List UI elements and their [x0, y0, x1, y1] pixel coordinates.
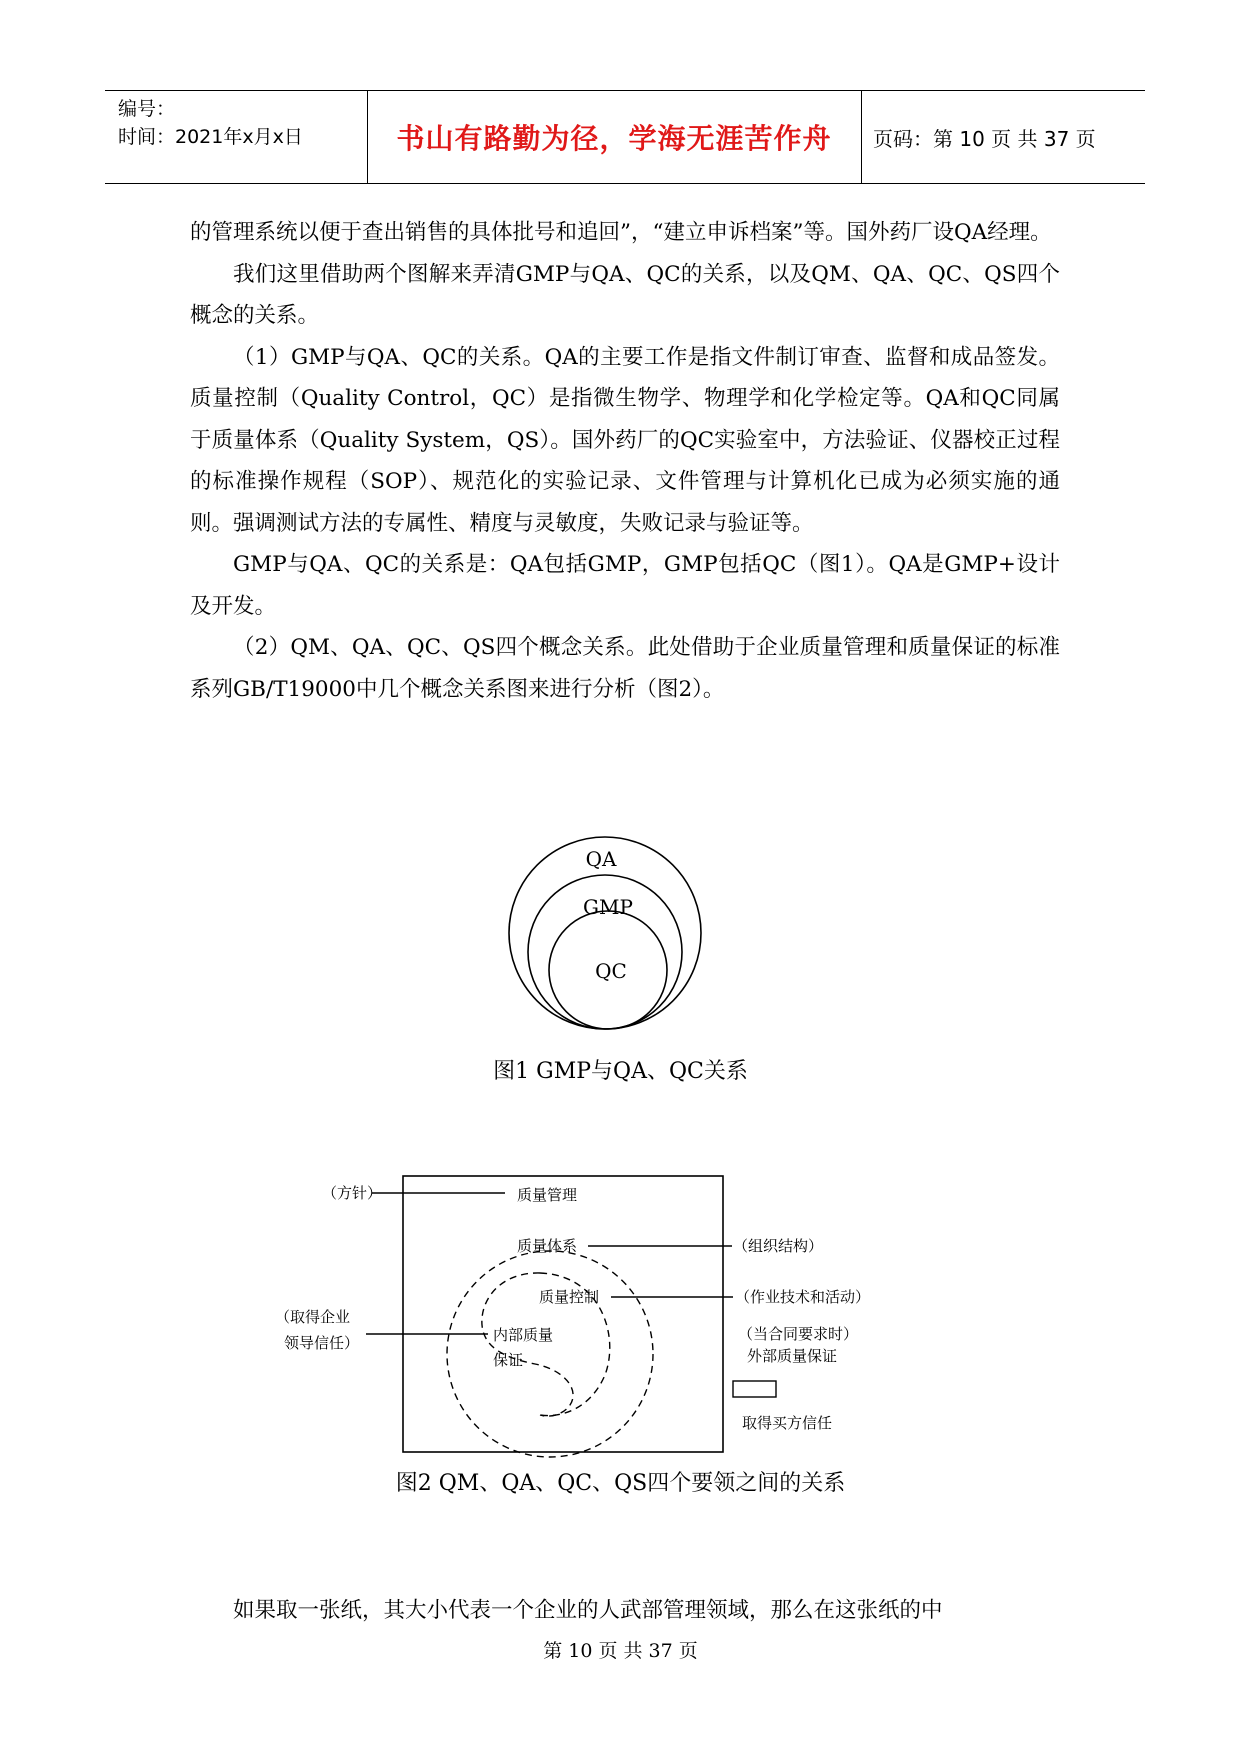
figure1-diagram	[500, 830, 720, 1040]
external-qa-label: 外部质量保证	[747, 1347, 838, 1365]
org-label: （组织结构）	[733, 1237, 824, 1255]
leader-trust-label: （取得企业	[275, 1308, 351, 1326]
paragraph: （1）GMP与QA、QC的关系。QA的主要工作是指文件制订审查、监督和成品签发。质量控制（Quality Control，QC）是指微生物学、物理学和化学检定等。QA和QC同属于质量体系（Quality System，QS）。国外药厂的QC实验室中，方法验证、仪器校正过程的标准操作规程（SOP）、规范化的实验记录、文件管理与计算机化已成为必须实施的通则。强调测试方法的专属性、精度与灵敏度，失败记录与验证等。	[190, 344, 1060, 536]
contract-label: （当合同要求时）	[738, 1325, 859, 1343]
body-text-continued	[190, 1590, 1060, 1632]
figure1-caption: 图1 GMP与QA、QC关系	[493, 1059, 748, 1084]
qm-label: 质量管理	[517, 1186, 578, 1204]
paragraph: 如果取一张纸，其大小代表一个企业的人武部管理领域，那么在这张纸的中	[233, 1598, 943, 1623]
paragraph: 我们这里借助两个图解来弄清GMP与QA、QC的关系，以及QM、QA、QC、QS四个概念的关系。	[190, 261, 1060, 328]
gmp-label: GMP	[583, 895, 633, 919]
ops-label: （作业技术和活动）	[735, 1288, 871, 1306]
internal-qa-label: 内部质量	[493, 1326, 554, 1344]
policy-label: （方针）	[322, 1184, 383, 1202]
qc-label: QC	[595, 959, 627, 983]
header-time: 时间：2021年x月x日	[118, 126, 303, 148]
paragraph: （2）QM、QA、QC、QS四个概念关系。此处借助于企业质量管理和质量保证的标准系列GB/T19000中几个概念关系图来进行分析（图2）。	[190, 635, 1060, 702]
qs-label: 质量体系	[517, 1237, 578, 1255]
qc-label: 质量控制	[539, 1288, 600, 1306]
internal-qa-label: 保证	[493, 1351, 524, 1369]
header-meta	[118, 95, 303, 151]
figure2-diagram	[0, 1150, 1241, 1510]
qm-box	[403, 1176, 723, 1452]
paragraph: 的管理系统以便于查出销售的具体批号和追回”，“建立申诉档案”等。国外药厂设QA经理。	[190, 220, 1052, 245]
header-page: 页码：第 10 页 共 37 页	[873, 126, 1096, 151]
external-qa-box	[733, 1381, 776, 1397]
paragraph: GMP与QA、QC的关系是：QA包括GMP，GMP包括QC（图1）。QA是GMP+设计及开发。	[190, 552, 1060, 619]
body-text	[190, 212, 1060, 710]
qs-dashed-circle	[447, 1251, 653, 1457]
page-header	[105, 90, 1145, 184]
page-footer: 第 10 页 共 37 页	[543, 1640, 698, 1662]
figure2-caption: 图2 QM、QA、QC、QS四个要领之间的关系	[395, 1471, 846, 1496]
header-divider	[861, 91, 862, 183]
leader-trust-label: 领导信任）	[284, 1334, 360, 1352]
header-number: 编号：	[118, 98, 176, 120]
buyer-trust-label: 取得买方信任	[742, 1414, 833, 1432]
header-motto: 书山有路勤为径，学海无涯苦作舟	[396, 122, 832, 155]
qa-label: QA	[585, 847, 617, 871]
